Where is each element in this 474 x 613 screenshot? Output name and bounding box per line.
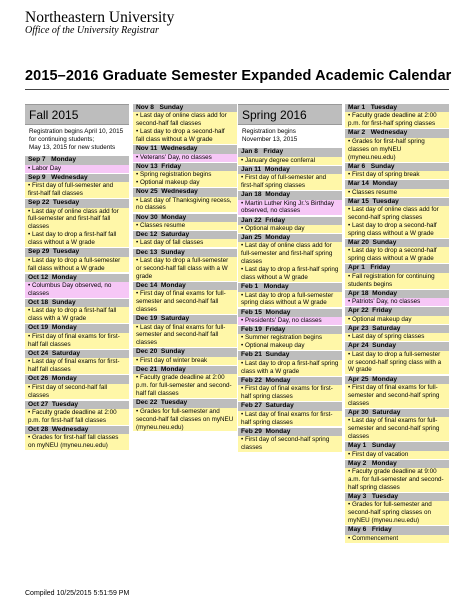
event-text: Last day to drop a full-semester or second-half spring class with a W grade (348, 350, 442, 374)
calendar-date: Apr 1 Friday (345, 264, 449, 272)
event-text: Presidents' Day, no classes (244, 316, 322, 324)
calendar-date: Apr 23 Saturday (345, 325, 449, 333)
event-text: Last day to drop a first-half fall class without a W grade (28, 231, 117, 247)
event-text: Patriots' Day, no classes (351, 298, 421, 306)
bullet-icon: • (348, 534, 352, 542)
bullet-icon: • (241, 224, 245, 232)
bullet-icon: • (28, 307, 32, 315)
calendar-date: May 1 Sunday (345, 442, 449, 450)
registration-line: May 13, 2015 for new students (29, 144, 116, 151)
event-text: Last day of online class add for second-half fall classes (136, 112, 227, 128)
bullet-icon: • (136, 171, 140, 179)
bullet-icon: • (241, 291, 245, 299)
calendar-event (345, 417, 449, 441)
event-text: Last day of spring classes (351, 333, 425, 341)
calendar-date: Mar 14 Monday (345, 180, 449, 188)
bullet-icon: • (348, 383, 352, 391)
event-text: First day of final exams for full-semester and second-half fall classes (136, 290, 226, 314)
event-text: First day of full-semester and first-half fall classes (28, 182, 114, 197)
calendar-date: Apr 30 Saturday (345, 409, 449, 417)
calendar-column-fall-2 (133, 104, 237, 431)
calendar-event (238, 436, 342, 452)
bullet-icon: • (136, 179, 140, 187)
bullet-icon: • (348, 206, 352, 214)
calendar-date: Jan 11 Monday (238, 166, 342, 174)
bullet-icon: • (348, 221, 352, 229)
bullet-icon: • (241, 334, 245, 342)
bullet-icon: • (28, 434, 32, 442)
bullet-icon: • (28, 231, 32, 239)
bullet-icon: • (28, 164, 32, 172)
calendar-date: Sep 9 Wednesday (25, 174, 129, 182)
calendar-date: May 6 Friday (345, 526, 449, 534)
event-text: First day of vacation (351, 450, 409, 458)
calendar-event (133, 128, 237, 144)
calendar-event (238, 342, 342, 350)
university-name: Northeastern University (25, 9, 175, 26)
registration-line: Registration begins (242, 128, 296, 135)
event-text: Last day of final exams for full-semester and second-half spring classes (348, 417, 440, 441)
calendar-date: Oct 18 Sunday (25, 299, 129, 307)
university-brand (25, 10, 174, 37)
event-text: First day of second-half fall classes (28, 383, 108, 399)
event-text: Last day to drop a full-semester or second-half fall class with a W grade (136, 256, 229, 280)
event-text: Labor Day (31, 164, 62, 172)
bullet-icon: • (136, 112, 140, 120)
calendar-date: Oct 26 Monday (25, 375, 129, 383)
calendar-date: Feb 1 Monday (238, 283, 342, 291)
event-text: Commencement (351, 534, 399, 542)
event-text: First day of final exams for first-half fall classes (28, 332, 120, 348)
calendar-event (238, 411, 342, 427)
registration-line: Registration begins April 10, 2015 (29, 128, 124, 135)
bullet-icon: • (241, 174, 245, 182)
calendar-event (345, 535, 449, 543)
bullet-icon: • (348, 450, 352, 458)
event-text: First day of spring break (351, 171, 420, 179)
calendar-event (133, 357, 237, 365)
event-text: Faculty grade deadline at 2:00 p.m. for first-half fall classes (28, 409, 117, 424)
event-text: Last day of online class add for second-half spring classes (348, 206, 439, 222)
calendar-event (345, 316, 449, 324)
calendar-date: Apr 25 Monday (345, 376, 449, 384)
calendar-date: Feb 15 Monday (238, 309, 342, 317)
calendar-event (133, 239, 237, 247)
bullet-icon: • (348, 247, 352, 255)
calendar-date: Oct 24 Saturday (25, 350, 129, 358)
bullet-icon: • (28, 207, 32, 215)
bullet-icon: • (241, 410, 245, 418)
calendar-date: Oct 19 Monday (25, 324, 129, 332)
bullet-icon: • (136, 221, 140, 229)
calendar-date: Apr 18 Monday (345, 290, 449, 298)
calendar-event (345, 501, 449, 525)
bullet-icon: • (136, 153, 140, 161)
event-text: Spring registration begins (139, 171, 212, 179)
event-text: Faculty grade deadline at 2:00 p.m. for full-semester and second-half fall classes (136, 374, 232, 398)
bullet-icon: • (136, 239, 140, 247)
calendar-date: Feb 29 Monday (238, 428, 342, 436)
event-text: First day of winter break (139, 356, 208, 364)
event-text: Last day to drop a second-half spring class without a W grade (348, 247, 437, 263)
calendar-event (133, 171, 237, 179)
calendar-event (238, 360, 342, 376)
calendar-date: Feb 27 Saturday (238, 402, 342, 410)
calendar-event (345, 247, 449, 263)
calendar-event (133, 290, 237, 314)
calendar-date: Oct 27 Tuesday (25, 401, 129, 409)
calendar-event (238, 174, 342, 190)
calendar-date: Dec 22 Tuesday (133, 399, 237, 407)
bullet-icon: • (28, 332, 32, 340)
calendar-event (345, 273, 449, 289)
registration-line: November 13, 2015 (242, 136, 298, 143)
calendar-column-fall-1 (25, 104, 129, 450)
calendar-date: Jan 8 Friday (238, 148, 342, 156)
bullet-icon: • (348, 137, 352, 145)
calendar-column-spring-1 (238, 104, 342, 452)
calendar-event (25, 257, 129, 273)
calendar-date: Apr 24 Sunday (345, 342, 449, 350)
calendar-date: Sep 29 Tuesday (25, 248, 129, 256)
calendar-date: Feb 21 Sunday (238, 351, 342, 359)
holiday-event (25, 282, 129, 298)
calendar-event (345, 112, 449, 128)
event-text: Optional makeup day (244, 342, 305, 350)
calendar-date: Mar 2 Wednesday (345, 129, 449, 137)
event-text: Last day to drop a second-half spring class without a W grade (348, 221, 437, 237)
bullet-icon: • (241, 342, 245, 350)
calendar-date: Oct 28 Wednesday (25, 426, 129, 434)
calendar-date: May 3 Tuesday (345, 493, 449, 501)
calendar-date: Mar 20 Sunday (345, 239, 449, 247)
event-text: Last day to drop a first-half fall class with a W grade (28, 307, 117, 323)
calendar-date: Mar 15 Tuesday (345, 198, 449, 206)
bullet-icon: • (348, 417, 352, 425)
event-text: Last day of online class add for full-semester and first-half spring classes (241, 242, 333, 266)
event-text: January degree conferral (244, 156, 315, 164)
calendar-date: Nov 25 Wednesday (133, 188, 237, 196)
calendar-date: Nov 11 Wednesday (133, 145, 237, 153)
bullet-icon: • (348, 315, 352, 323)
event-text: Last day of online class add for full-semester and first-half fall classes (28, 207, 119, 231)
bullet-icon: • (136, 128, 140, 136)
event-text: First day of final exams for full-semester and second-half spring classes (348, 383, 440, 407)
calendar-date: Apr 22 Friday (345, 307, 449, 315)
event-text: Veterans' Day, no classes (139, 153, 212, 161)
compiled-timestamp: Compiled 10/25/2015 5:51:59 PM (25, 590, 130, 597)
bullet-icon: • (136, 196, 140, 204)
calendar-event (345, 384, 449, 408)
office-name: Office of the University Registrar (25, 25, 159, 36)
calendar-event (238, 266, 342, 282)
event-text: Classes resume (351, 188, 398, 196)
calendar-date: Mar 1 Tuesday (345, 104, 449, 112)
event-text: Last day to drop a first-half spring class without a W grade (241, 266, 339, 282)
event-text: Fall registration for continuing students begins (348, 272, 435, 288)
bullet-icon: • (348, 171, 352, 179)
bullet-icon: • (348, 272, 352, 280)
event-text: Last day to drop a first-half spring class with a W grade (241, 359, 339, 375)
bullet-icon: • (241, 199, 245, 207)
calendar-event (133, 112, 237, 128)
bullet-icon: • (28, 409, 32, 417)
bullet-icon: • (241, 385, 245, 393)
event-text: Last day of fall classes (139, 239, 204, 247)
calendar-event (133, 324, 237, 348)
calendar-date: Oct 12 Monday (25, 274, 129, 282)
event-text: Last day of final exams for first-half spring classes (241, 410, 333, 426)
event-text: First day of final exams for first-half spring classes (241, 385, 333, 401)
calendar-date: Dec 21 Monday (133, 366, 237, 374)
calendar-date: Jan 18 Monday (238, 191, 342, 199)
calendar-event (133, 374, 237, 398)
bullet-icon: • (136, 290, 140, 298)
calendar-date: Dec 14 Monday (133, 282, 237, 290)
bullet-icon: • (28, 256, 32, 264)
calendar-event (345, 206, 449, 222)
calendar-event (238, 385, 342, 401)
event-text: First day of full-semester and first-half spring classes (241, 174, 327, 189)
event-text: Classes resume (139, 221, 186, 229)
bullet-icon: • (28, 358, 32, 366)
event-text: Last day to drop a full-semester fall class without a W grade (28, 256, 121, 272)
bullet-icon: • (348, 333, 352, 341)
bullet-icon: • (136, 323, 140, 331)
bullet-icon: • (241, 242, 245, 250)
holiday-event (238, 317, 342, 325)
calendar-event (238, 292, 342, 308)
calendar-date: Nov 8 Sunday (133, 104, 237, 112)
calendar-event (345, 451, 449, 459)
calendar-date: May 2 Monday (345, 460, 449, 468)
event-text: Last day to drop a full-semester spring class without a W grade (241, 291, 334, 307)
bullet-icon: • (348, 350, 352, 358)
calendar-date: Nov 13 Friday (133, 163, 237, 171)
calendar-event (133, 408, 237, 432)
bullet-icon: • (28, 182, 32, 190)
event-text: Optional makeup day (244, 224, 305, 232)
calendar-date: Dec 19 Saturday (133, 315, 237, 323)
event-text: Grades for first-half spring classes on myNEU (myneu.neu.edu) (348, 137, 425, 161)
calendar-event (25, 384, 129, 400)
bullet-icon: • (136, 256, 140, 264)
calendar-event (345, 171, 449, 179)
event-text: Grades for full-semester and second-half spring classes on myNEU (myneu.neu.edu) (348, 501, 432, 525)
calendar-date: Dec 12 Saturday (133, 231, 237, 239)
calendar-date: Sep 7 Monday (25, 156, 129, 164)
holiday-event (25, 165, 129, 173)
calendar-event (25, 208, 129, 232)
calendar-date: Feb 19 Friday (238, 326, 342, 334)
registration-note (238, 125, 342, 147)
term-heading: Fall 2015 (25, 104, 129, 125)
event-text: Last day of Thanksgiving recess, no classes (136, 196, 232, 212)
bullet-icon: • (348, 501, 352, 509)
event-text: Last day to drop a second-half fall class without a W grade (136, 128, 225, 144)
event-text: Last day of final exams for first-half fall classes (28, 358, 120, 374)
calendar-date: Dec 20 Sunday (133, 348, 237, 356)
bullet-icon: • (241, 436, 245, 444)
event-text: Last day of final exams for full-semester and second-half fall classes (136, 323, 226, 347)
event-text: Columbus Day observed, no classes (28, 282, 112, 297)
registration-note (25, 125, 129, 155)
page-title: 2015–2016 Graduate Semester Expanded Academic Calendar (25, 68, 452, 84)
event-text: Faculty grade deadline at 9:00 a.m. for full-semester and second-half spring classes (348, 468, 444, 491)
calendar-event (238, 225, 342, 233)
bullet-icon: • (28, 282, 32, 290)
event-text: Grades for first-half fall classes on myNEU (myneu.neu.edu) (28, 434, 119, 450)
calendar-date: Mar 6 Sunday (345, 163, 449, 171)
calendar-event (25, 231, 129, 247)
term-heading: Spring 2016 (238, 104, 342, 125)
calendar-event (133, 222, 237, 230)
event-text: Grades for full-semester and second-half fall classes on myNEU (myneu.neu.edu) (136, 407, 234, 431)
calendar-date: Jan 25 Monday (238, 234, 342, 242)
bullet-icon: • (241, 266, 245, 274)
bullet-icon: • (348, 468, 352, 476)
holiday-event (345, 298, 449, 306)
bullet-icon: • (136, 374, 140, 382)
calendar-event (133, 197, 237, 213)
bullet-icon: • (28, 383, 32, 391)
calendar-event (25, 434, 129, 450)
calendar-event (238, 334, 342, 342)
calendar-event (345, 222, 449, 238)
calendar-event (133, 257, 237, 281)
holiday-event (238, 200, 342, 216)
event-text: Optional makeup day (351, 315, 412, 323)
event-text: Optional makeup day (139, 179, 200, 187)
calendar-event (25, 182, 129, 198)
calendar-event (345, 351, 449, 375)
calendar-event (345, 333, 449, 341)
calendar-event (238, 242, 342, 266)
bullet-icon: • (136, 407, 140, 415)
bullet-icon: • (348, 188, 352, 196)
event-text: Faculty grade deadline at 2:00 p.m. for first-half spring classes (348, 112, 437, 128)
calendar-date: Sep 22 Tuesday (25, 199, 129, 207)
calendar-date: Nov 30 Monday (133, 214, 237, 222)
bullet-icon: • (241, 359, 245, 367)
bullet-icon: • (241, 156, 245, 164)
holiday-event (133, 154, 237, 162)
bullet-icon: • (241, 316, 245, 324)
registration-line: for continuing students; (29, 136, 95, 143)
calendar-event (345, 189, 449, 197)
calendar-event (238, 157, 342, 165)
calendar-date: Jan 22 Friday (238, 217, 342, 225)
calendar-event (25, 358, 129, 374)
calendar-date: Dec 13 Sunday (133, 249, 237, 257)
bullet-icon: • (136, 356, 140, 364)
calendar-event (25, 409, 129, 425)
calendar-date: Feb 22 Monday (238, 377, 342, 385)
calendar-event (345, 138, 449, 162)
title-rule (25, 89, 449, 90)
calendar-event (345, 468, 449, 492)
bullet-icon: • (348, 112, 352, 120)
event-text: Martin Luther King Jr.'s Birthday observed, no classes (241, 199, 335, 215)
calendar-event (133, 179, 237, 187)
event-text: Summer registration begins (244, 334, 322, 342)
calendar-column-spring-2 (345, 104, 449, 543)
bullet-icon: • (348, 298, 352, 306)
calendar-event (25, 307, 129, 323)
calendar-event (25, 333, 129, 349)
event-text: First day of second-half spring classes (241, 436, 330, 451)
